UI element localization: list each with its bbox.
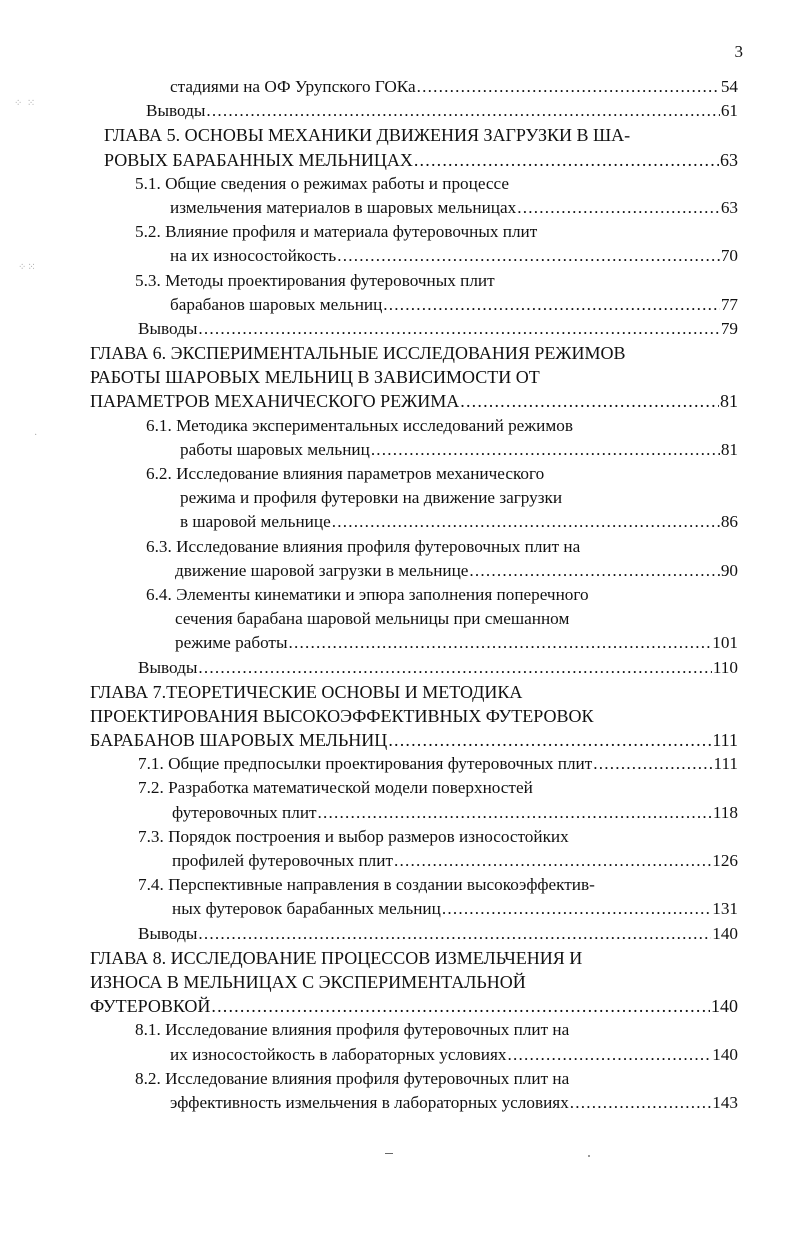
toc-entry-title: 6.4. Элементы кинематики и эпюра заполнения поперечного <box>146 584 589 604</box>
toc-entry-title: эффективность измельчения в лабораторных условиях <box>170 1092 569 1112</box>
toc-entry-title: БАРАБАНОВ ШАРОВЫХ МЕЛЬНИЦ <box>90 730 388 751</box>
toc-dotted-row <box>90 994 738 1018</box>
toc-entry-title: барабанов шаровых мельниц <box>170 294 383 314</box>
toc-entry-line <box>0 196 793 220</box>
toc-entry-line <box>0 849 793 873</box>
toc-entry-line <box>0 607 793 631</box>
toc-page-number: 126 <box>712 851 738 870</box>
toc-entry-title: 7.4. Перспективные направления в создании высокоэффектив- <box>138 875 595 895</box>
toc-entry-title: 7.2. Разработка математической модели поверхностей <box>138 778 533 798</box>
toc-entry-title: 7.3. Порядок построения и выбор размеров износостойких <box>138 826 569 846</box>
toc-entry-line <box>0 1091 793 1115</box>
toc-entry-line <box>0 631 793 655</box>
toc-entry-line <box>0 462 793 486</box>
dot-leader <box>198 317 719 341</box>
toc-chapter-line <box>0 148 793 172</box>
scan-artifact: · <box>34 430 39 441</box>
toc-chapter-line <box>0 341 793 365</box>
toc-page-number: 86 <box>720 512 738 532</box>
toc-chapter-line <box>0 123 793 147</box>
dot-leader <box>289 631 712 655</box>
toc-dotted-row <box>138 317 738 341</box>
toc-dotted-row <box>180 438 738 462</box>
dot-leader <box>332 510 720 534</box>
table-of-contents <box>0 75 793 1115</box>
toc-dotted-row <box>170 293 738 317</box>
dot-leader <box>388 728 711 752</box>
toc-dotted-row <box>138 922 738 946</box>
toc-chapter-line <box>0 389 793 413</box>
dot-leader <box>371 438 720 462</box>
toc-page-number: 110 <box>712 657 738 677</box>
toc-entry-line <box>0 317 793 341</box>
toc-entry-title: Выводы <box>138 318 198 338</box>
toc-entry-line <box>0 293 793 317</box>
toc-entry-title: РОВЫХ БАРАБАННЫХ МЕЛЬНИЦАХ <box>104 149 413 170</box>
toc-dotted-row <box>138 752 738 776</box>
toc-page-number: 77 <box>720 294 738 314</box>
toc-entry-title: в шаровой мельнице <box>180 512 331 532</box>
toc-entry-title: стадиями на ОФ Урупского ГОКа <box>170 77 416 96</box>
toc-entry-line <box>0 776 793 800</box>
toc-page-number: 140 <box>711 996 738 1017</box>
toc-entry-line <box>0 801 793 825</box>
toc-entry-title: 7.1. Общие предпосылки проектирования футеровочных плит <box>138 754 593 774</box>
toc-dotted-row <box>175 559 738 583</box>
toc-entry-title: 8.2. Исследование влияния профиля футеровочных плит на <box>135 1068 570 1088</box>
dot-leader <box>593 752 712 776</box>
toc-page-number: 63 <box>720 149 738 170</box>
dot-leader <box>460 389 719 413</box>
dot-leader <box>507 1043 711 1067</box>
toc-entry-title: 6.3. Исследование влияния профиля футеровочных плит на <box>146 536 581 556</box>
toc-entry-title: ПРОЕКТИРОВАНИЯ ВЫСОКОЭФФЕКТИВНЫХ ФУТЕРОВОК <box>90 705 594 726</box>
toc-entry-title: Выводы <box>138 923 198 943</box>
toc-entry-line <box>0 1043 793 1067</box>
toc-entry-title: сечения барабана шаровой мельницы при смешанном <box>175 609 570 629</box>
toc-entry-line <box>0 1067 793 1091</box>
toc-page-number: 81 <box>720 439 738 459</box>
toc-entry-line <box>0 244 793 268</box>
dot-leader <box>211 994 710 1018</box>
toc-entry-title: Выводы <box>138 657 198 677</box>
dot-leader <box>337 244 720 268</box>
toc-entry-line <box>0 269 793 293</box>
scan-artifact: ⁘⁙ <box>18 262 37 273</box>
toc-entry-title: ГЛАВА 7.ТЕОРЕТИЧЕСКИЕ ОСНОВЫ И МЕТОДИКА <box>90 681 523 702</box>
toc-entry-line <box>0 1018 793 1042</box>
toc-dotted-row <box>175 631 738 655</box>
toc-entry-title: РАБОТЫ ШАРОВЫХ МЕЛЬНИЦ В ЗАВИСИМОСТИ ОТ <box>90 367 540 388</box>
toc-entry-title: на их износостойкость <box>170 246 337 266</box>
toc-entry-line <box>0 438 793 462</box>
toc-page-number: 61 <box>720 101 738 121</box>
toc-entry-title: 8.1. Исследование влияния профиля футеровочных плит на <box>135 1020 570 1040</box>
toc-entry-line <box>0 220 793 244</box>
toc-entry-line <box>0 873 793 897</box>
toc-page-number: 140 <box>712 923 738 943</box>
toc-entry-title: ных футеровок барабанных мельниц <box>172 899 441 919</box>
toc-entry-line <box>0 825 793 849</box>
toc-dotted-row <box>90 389 738 413</box>
toc-page-number: 143 <box>712 1092 738 1112</box>
toc-page-number: 118 <box>712 802 738 822</box>
toc-entry-line <box>0 752 793 776</box>
toc-dotted-row <box>172 849 738 873</box>
toc-page-number: 101 <box>712 633 738 653</box>
toc-dotted-row <box>170 196 738 220</box>
toc-entry-title: работы шаровых мельниц <box>180 439 370 459</box>
dot-leader <box>198 922 711 946</box>
toc-dotted-row <box>90 728 738 752</box>
toc-entry-line <box>0 172 793 196</box>
toc-entry-title: 5.2. Влияние профиля и материала футеровочных плит <box>135 222 538 242</box>
toc-entry-line <box>0 559 793 583</box>
toc-page-number: 81 <box>720 391 738 412</box>
page-number: 3 <box>734 42 743 61</box>
toc-entry-line <box>0 897 793 921</box>
dot-leader <box>442 897 711 921</box>
toc-entry-title: ГЛАВА 8. ИССЛЕДОВАНИЕ ПРОЦЕССОВ ИЗМЕЛЬЧЕНИЯ И <box>90 947 583 968</box>
toc-dotted-row <box>180 510 738 534</box>
toc-entry-title: профилей футеровочных плит <box>172 851 393 870</box>
toc-entry-title: Выводы <box>146 101 206 121</box>
toc-dotted-row <box>170 1091 738 1115</box>
toc-dotted-row <box>138 656 738 680</box>
toc-entry-line <box>0 99 793 123</box>
toc-entry-title: ФУТЕРОВКОЙ <box>90 996 211 1017</box>
dot-leader <box>469 559 719 583</box>
toc-entry-title: их износостойкость в лабораторных условиях <box>170 1044 507 1064</box>
toc-page-number: 111 <box>713 754 738 774</box>
toc-page-number: 63 <box>720 197 738 217</box>
toc-page-number: 79 <box>720 318 738 338</box>
toc-page-number: 111 <box>712 730 738 751</box>
toc-dotted-row <box>170 1043 738 1067</box>
toc-page-number: 54 <box>720 77 738 96</box>
dot-leader <box>318 801 712 825</box>
dot-leader <box>570 1091 711 1115</box>
dot-leader <box>414 148 719 172</box>
toc-entry-title: ГЛАВА 5. ОСНОВЫ МЕХАНИКИ ДВИЖЕНИЯ ЗАГРУЗКИ В ША- <box>104 125 631 146</box>
scan-artifact: ⁘ ⁙ <box>14 98 37 109</box>
dot-leader <box>383 293 720 317</box>
toc-entry-title: ПАРАМЕТРОВ МЕХАНИЧЕСКОГО РЕЖИМА <box>90 391 460 412</box>
toc-chapter-line <box>0 680 793 704</box>
toc-chapter-line <box>0 728 793 752</box>
toc-entry-title: режима и профиля футеровки на движение загрузки <box>180 488 563 508</box>
toc-dotted-row <box>172 801 738 825</box>
toc-dotted-row <box>170 75 738 99</box>
toc-entry-line <box>0 922 793 946</box>
toc-chapter-line <box>0 994 793 1018</box>
toc-entry-title: движение шаровой загрузки в мельнице <box>175 560 469 580</box>
toc-dotted-row <box>104 148 738 172</box>
scan-artifact <box>588 1155 590 1157</box>
toc-dotted-row <box>146 99 738 123</box>
toc-entry-line <box>0 414 793 438</box>
toc-entry-title: 5.1. Общие сведения о режимах работы и процессе <box>135 173 509 193</box>
toc-entry-line <box>0 486 793 510</box>
toc-entry-title: футеровочных плит <box>172 802 317 822</box>
toc-entry-line <box>0 535 793 559</box>
toc-entry-title: измельчения материалов в шаровых мельницах <box>170 197 517 217</box>
dot-leader <box>517 196 720 220</box>
toc-entry-line <box>0 656 793 680</box>
toc-entry-title: 6.2. Исследование влияния параметров механического <box>146 464 545 483</box>
toc-page-number: 70 <box>720 246 738 266</box>
toc-entry-title: 5.3. Методы проектирования футеровочных плит <box>135 270 495 290</box>
toc-entry-line <box>0 510 793 534</box>
toc-chapter-line <box>0 704 793 728</box>
toc-entry-title: режиме работы <box>175 633 288 653</box>
toc-dotted-row <box>172 897 738 921</box>
toc-entry-title: ИЗНОСА В МЕЛЬНИЦАХ С ЭКСПЕРИМЕНТАЛЬНОЙ <box>90 971 526 992</box>
toc-page-number: 140 <box>712 1044 738 1064</box>
toc-chapter-line <box>0 365 793 389</box>
dot-leader <box>206 99 719 123</box>
toc-chapter-line <box>0 970 793 994</box>
scan-artifact <box>385 1153 393 1154</box>
dot-leader <box>198 656 711 680</box>
toc-chapter-line <box>0 946 793 970</box>
toc-entry-line <box>0 583 793 607</box>
dot-leader <box>394 849 711 873</box>
toc-entry-title: ГЛАВА 6. ЭКСПЕРИМЕНТАЛЬНЫЕ ИССЛЕДОВАНИЯ РЕЖИМОВ <box>90 343 626 364</box>
toc-entry-line <box>0 75 793 99</box>
toc-dotted-row <box>170 244 738 268</box>
toc-page-number: 90 <box>720 560 738 580</box>
toc-page-number: 131 <box>712 899 738 919</box>
toc-entry-title: 6.1. Методика экспериментальных исследований режимов <box>146 415 573 435</box>
dot-leader <box>417 75 720 99</box>
